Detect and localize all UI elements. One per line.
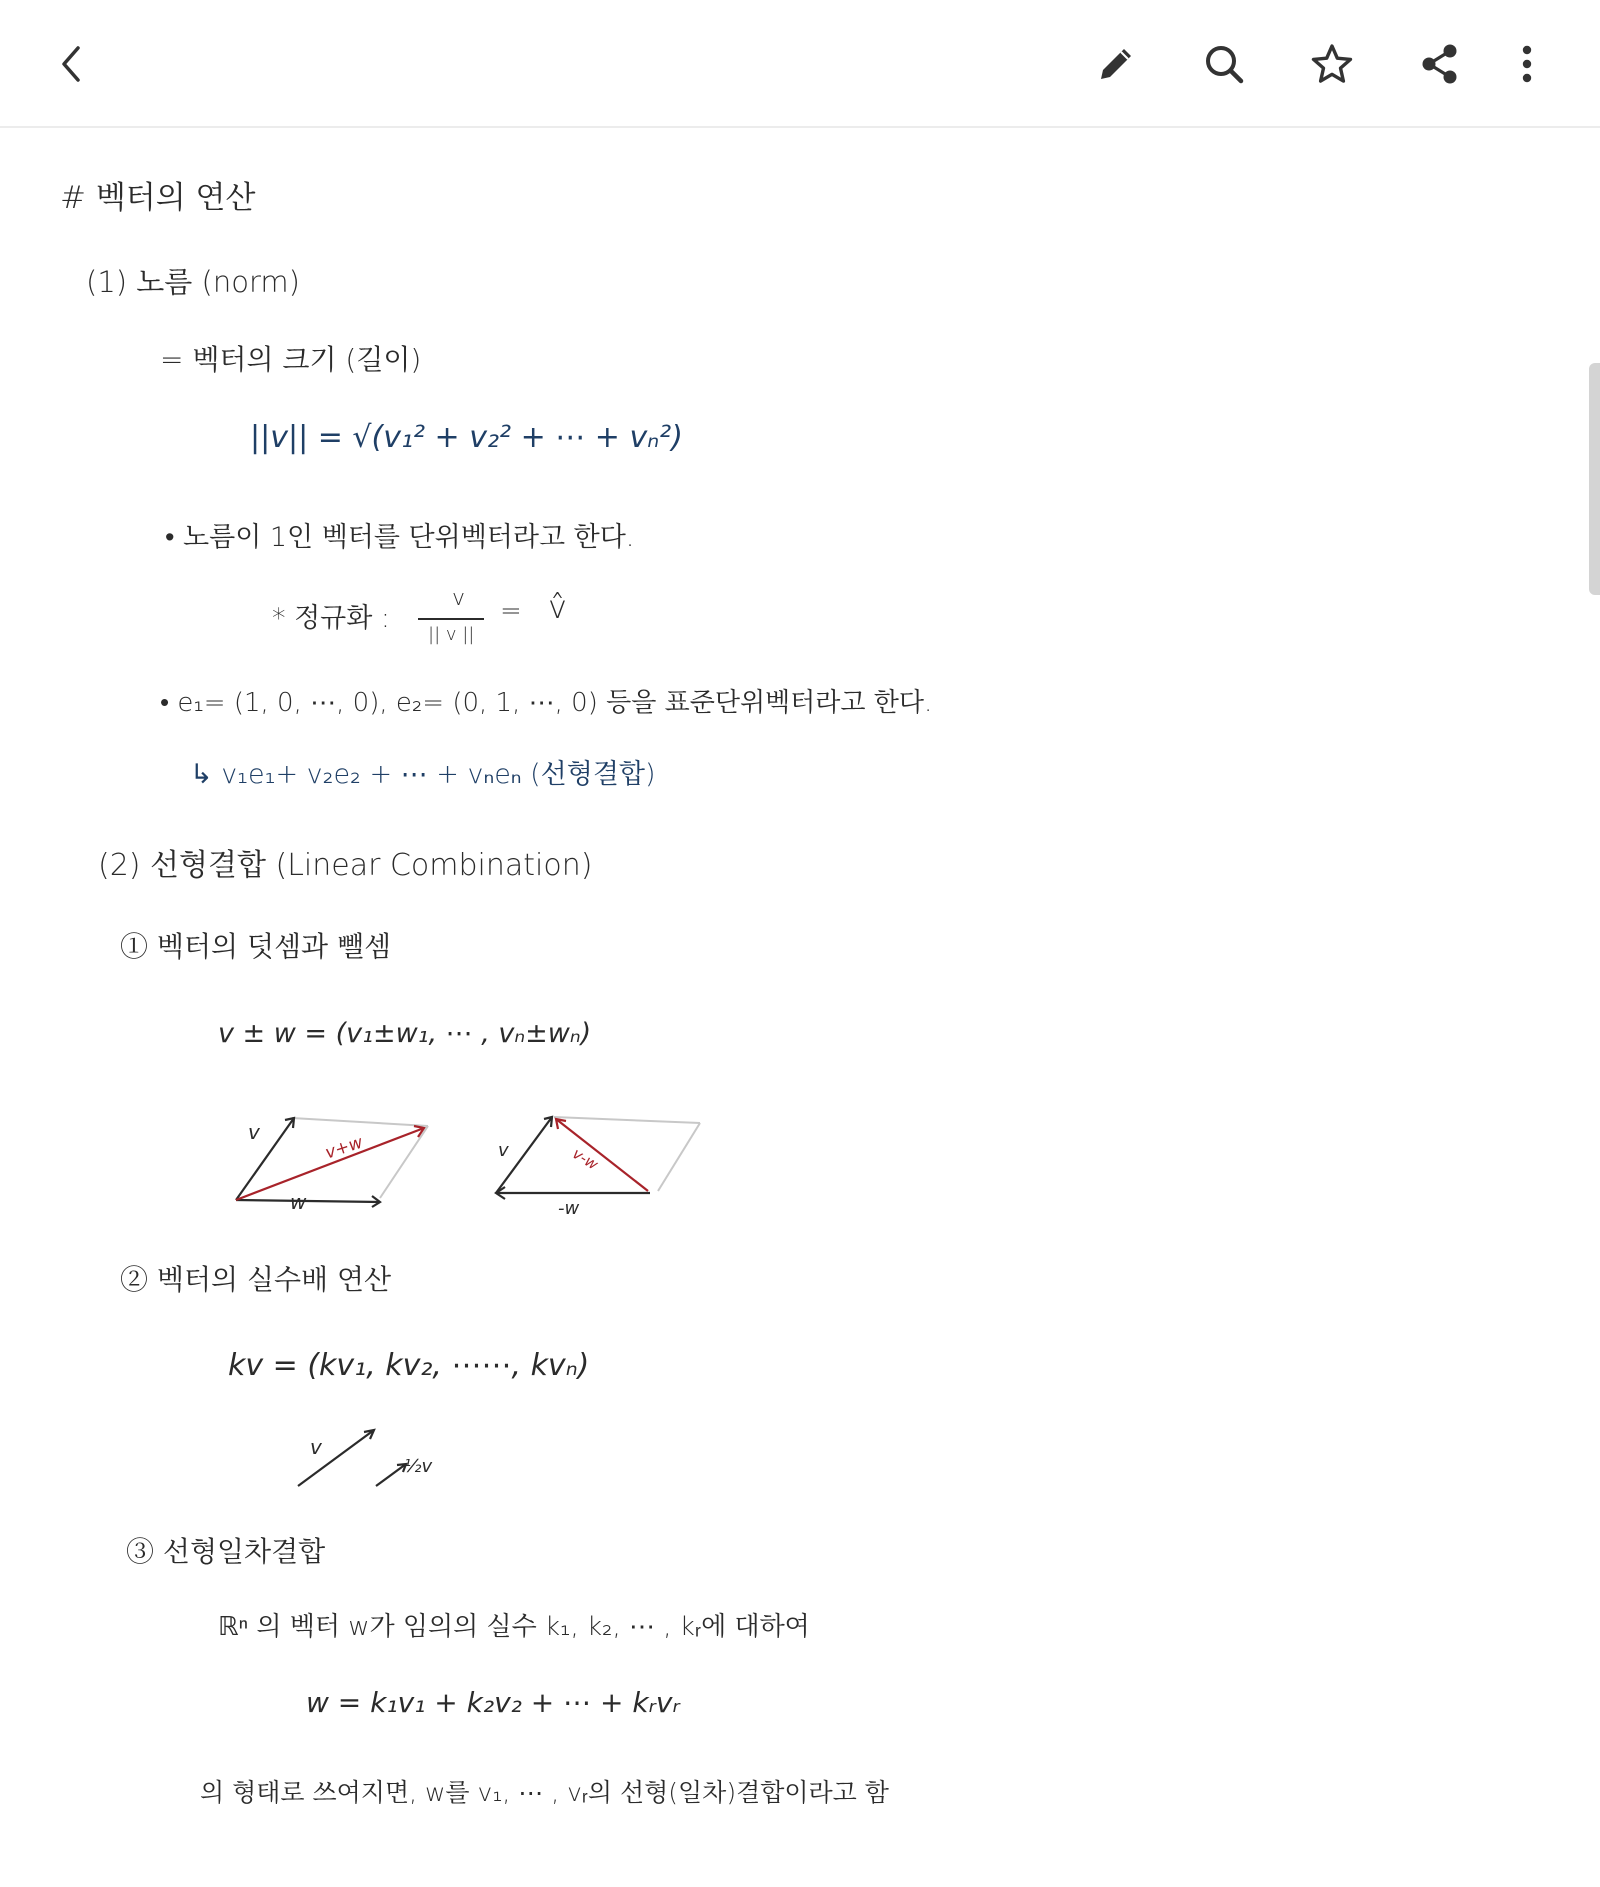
add-label-w: w [290,1190,307,1214]
chevron-left-icon [52,44,92,84]
section-1-title: (1) 노름 (norm) [86,265,300,299]
subsection-2-3-title: ③ 선형일차결합 [126,1535,326,1568]
normalize-equals: = [500,596,522,626]
normalize-numerator: v [452,586,466,611]
vector-half-v-arrow [376,1464,406,1486]
guide-right-sub [658,1123,700,1191]
star-icon [1310,42,1354,86]
edit-button[interactable] [1076,24,1156,104]
back-button[interactable] [32,24,112,104]
guide-top-sub [554,1117,700,1123]
share-button[interactable] [1400,24,1480,104]
note-heading: # 벡터의 연산 [60,180,256,216]
guide-top [292,1118,428,1126]
share-icon [1418,42,1462,86]
normalize-vhat: v̂ [548,588,567,626]
sub-label-diff: v-w [569,1144,602,1174]
sub-label-v: v [498,1140,509,1161]
scalar-multiple-formula: kv = (kv₁, kv₂, ⋯⋯, kvₙ) [228,1348,590,1383]
normalize-label: * 정규화 : [272,603,391,634]
vector-sum-arrow [236,1128,424,1200]
standard-basis-note: • e₁= (1, 0, ⋯, 0), e₂= (0, 1, ⋯, 0) 등을 표준단위벡터라고 한다. [160,688,933,718]
linear-combination-formula: w = k₁v₁ + k₂v₂ + ⋯ + kᵣvᵣ [306,1686,680,1719]
pencil-icon [1095,43,1137,85]
add-label-v: v [248,1120,260,1144]
section-2-title: (2) 선형결합 (Linear Combination) [98,848,593,883]
unit-vector-note: • 노름이 1인 벡터를 단위벡터라고 한다. [165,522,635,553]
fraction-bar [418,618,484,620]
search-icon [1202,42,1246,86]
subsection-2-1-title: ① 벡터의 덧셈과 뺄셈 [120,930,392,963]
section-1-definition: = 벡터의 크기 (길이) [160,343,422,376]
vector-subtraction-drawing [488,1105,708,1205]
app-bar [0,0,1600,128]
scalar-multiple-diagram [290,1420,460,1500]
scrollbar-thumb[interactable] [1589,363,1600,595]
normalize-denominator: || v || [428,624,475,645]
linear-combination-line-1: ℝⁿ 의 벡터 w가 임의의 실수 k₁, k₂, ⋯ , kᵣ에 대하여 [218,1612,810,1642]
scalar-label-v: v [310,1435,322,1459]
search-button[interactable] [1184,24,1264,104]
more-options-button[interactable] [1488,24,1566,104]
add-sub-formula: v ± w = (v₁±w₁, ⋯ , vₙ±wₙ) [218,1018,592,1049]
note-canvas[interactable] [0,130,1600,1887]
vector-w-arrow [236,1200,380,1202]
scalar-label-half-v: ½v [404,1456,433,1477]
sub-label-neg-w: -w [558,1198,580,1219]
vector-v-arrow [236,1118,294,1200]
linear-combination-line-2: 의 형태로 쓰여지면, w를 v₁, ⋯ , vᵣ의 선형(일차)결합이라고 함 [200,1778,889,1807]
norm-formula: ||v|| = √(v₁² + v₂² + ⋯ + vₙ²) [250,420,683,455]
favorite-button[interactable] [1292,24,1372,104]
vector-diff-arrow [556,1119,648,1191]
more-vertical-icon [1521,44,1533,84]
subsection-2-2-title: ② 벡터의 실수배 연산 [120,1263,392,1296]
linear-combination-note: ↳ v₁e₁+ v₂e₂ + ⋯ + vₙeₙ (선형결합) [190,759,656,790]
add-label-sum: v+w [322,1132,366,1164]
